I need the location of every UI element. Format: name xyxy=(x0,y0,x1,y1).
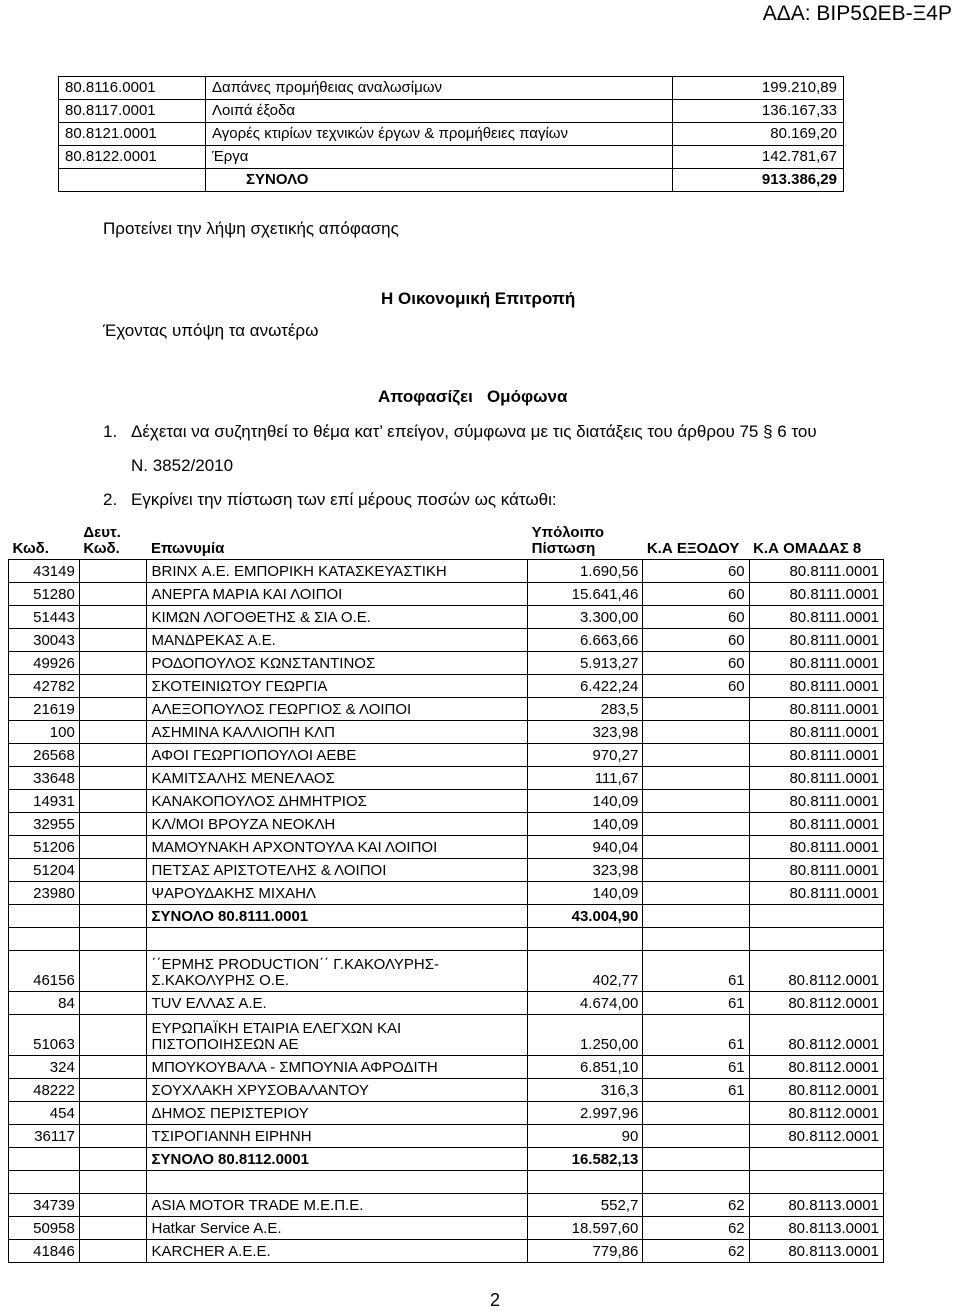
cell-dkod xyxy=(79,560,147,583)
spacer-cell xyxy=(528,1171,643,1194)
cell-kod xyxy=(9,905,80,928)
cell-name: ΄΄ΕΡΜΗΣ PRODUCTION΄΄ Γ.ΚΑΚΟΛΥΡΗΣ-Σ.ΚΑΚΟΛΥΡΗΣ Ο.Ε. xyxy=(147,951,528,992)
cell-dkod xyxy=(79,1217,147,1240)
cell-name: ΔΗΜΟΣ ΠΕΡΙΣΤΕΡΙΟΥ xyxy=(147,1102,528,1125)
cell-exo xyxy=(643,836,749,859)
cell-dkod xyxy=(79,1125,147,1148)
propose-text: Προτείνει την λήψη σχετικής απόφασης xyxy=(103,219,399,238)
expense-row xyxy=(59,77,844,100)
cell-amount: 316,3 xyxy=(528,1079,643,1102)
cell-exo: 60 xyxy=(643,652,749,675)
cell-amount: 323,98 xyxy=(528,721,643,744)
cell-name: ΣΚΟΤΕΙΝΙΩΤΟΥ ΓΕΩΡΓΙΑ xyxy=(147,675,528,698)
cell-exo: 60 xyxy=(643,629,749,652)
cell-dkod xyxy=(79,1102,147,1125)
cell-name: ΨΑΡΟΥΔΑΚΗΣ ΜΙΧΑΗΛ xyxy=(147,882,528,905)
cell-exo: 61 xyxy=(643,1015,749,1056)
cell-amount: 15.641,46 xyxy=(528,583,643,606)
table-header-row xyxy=(9,523,884,560)
cell-dkod xyxy=(79,882,147,905)
cell-kod: 43149 xyxy=(9,560,80,583)
cell-exo xyxy=(643,813,749,836)
table-row xyxy=(9,1240,884,1263)
expense-amount: 199.210,89 xyxy=(673,77,844,100)
spacer-cell xyxy=(9,928,80,951)
cell-amount: 1.690,56 xyxy=(528,560,643,583)
expense-row xyxy=(59,146,844,169)
expense-desc: Δαπάνες προμήθειας αναλωσίμων xyxy=(206,77,673,100)
cell-amount: 552,7 xyxy=(528,1194,643,1217)
cell-kod: 48222 xyxy=(9,1079,80,1102)
cell-kod: 34739 xyxy=(9,1194,80,1217)
cell-omad: 80.8112.0001 xyxy=(749,1015,883,1056)
item2-number: 2. xyxy=(103,490,118,509)
cell-name: ΠΕΤΣΑΣ ΑΡΙΣΤΟΤΕΛΗΣ & ΛΟΙΠΟΙ xyxy=(147,859,528,882)
total-row xyxy=(9,905,884,928)
spacer-cell xyxy=(643,928,749,951)
header-amount xyxy=(528,523,643,560)
cell-name: Hatkar Service A.E. xyxy=(147,1217,528,1240)
table-row xyxy=(9,1217,884,1240)
item1-number: 1. xyxy=(103,422,118,441)
cell-exo: 60 xyxy=(643,583,749,606)
cell-name: ΑΣΗΜΙΝΑ ΚΑΛΛΙΟΠΗ ΚΛΠ xyxy=(147,721,528,744)
cell-omad: 80.8111.0001 xyxy=(749,836,883,859)
cell-omad: 80.8113.0001 xyxy=(749,1217,883,1240)
spacer-cell xyxy=(9,1171,80,1194)
cell-name: ΣΥΝΟΛΟ 80.8111.0001 xyxy=(147,905,528,928)
expense-desc: Λοιπά έξοδα xyxy=(206,100,673,123)
cell-omad: 80.8112.0001 xyxy=(749,1056,883,1079)
cell-dkod xyxy=(79,1079,147,1102)
spacer-row xyxy=(9,928,884,951)
cell-omad: 80.8111.0001 xyxy=(749,882,883,905)
cell-amount: 5.913,27 xyxy=(528,652,643,675)
cell-name: ΚΑΜΙΤΣΑΛΗΣ ΜΕΝΕΛΑΟΣ xyxy=(147,767,528,790)
cell-kod: 51206 xyxy=(9,836,80,859)
cell-kod: 100 xyxy=(9,721,80,744)
cell-kod: 36117 xyxy=(9,1125,80,1148)
cell-dkod xyxy=(79,951,147,992)
cell-name: ΑΛΕΞΟΠΟΥΛΟΣ ΓΕΩΡΓΙΟΣ & ΛΟΙΠΟΙ xyxy=(147,698,528,721)
cell-amount: 4.674,00 xyxy=(528,992,643,1015)
cell-amount: 43.004,90 xyxy=(528,905,643,928)
cell-omad: 80.8111.0001 xyxy=(749,675,883,698)
cell-dkod xyxy=(79,790,147,813)
cell-kod: 324 xyxy=(9,1056,80,1079)
header-dkod xyxy=(79,523,147,560)
cell-exo: 62 xyxy=(643,1217,749,1240)
cell-name: ΣΟΥΧΛΑΚΗ ΧΡΥΣΟΒΑΛΑΝΤΟΥ xyxy=(147,1079,528,1102)
cell-name: BRINX Α.Ε. ΕΜΠΟΡΙΚΗ ΚΑΤΑΣΚΕΥΑΣΤΙΚΗ xyxy=(147,560,528,583)
expenses-table xyxy=(58,76,844,192)
cell-exo xyxy=(643,882,749,905)
cell-name: ASIA MOTOR TRADE Μ.Ε.Π.Ε. xyxy=(147,1194,528,1217)
table-row xyxy=(9,583,884,606)
cell-dkod xyxy=(79,836,147,859)
cell-dkod xyxy=(79,1056,147,1079)
cell-exo: 60 xyxy=(643,606,749,629)
expense-code: 80.8117.0001 xyxy=(59,100,206,123)
cell-amount: 16.582,13 xyxy=(528,1148,643,1171)
cell-omad: 80.8111.0001 xyxy=(749,629,883,652)
cell-kod xyxy=(9,1148,80,1171)
table-row xyxy=(9,1056,884,1079)
cell-kod: 454 xyxy=(9,1102,80,1125)
cell-dkod xyxy=(79,1148,147,1171)
cell-amount: 1.250,00 xyxy=(528,1015,643,1056)
spacer-cell xyxy=(643,1171,749,1194)
table-row xyxy=(9,859,884,882)
credits-table xyxy=(8,523,884,1263)
cell-dkod xyxy=(79,813,147,836)
cell-dkod xyxy=(79,652,147,675)
cell-exo xyxy=(643,1102,749,1125)
cell-name: ΕΥΡΩΠΑΪΚΗ ΕΤΑΙΡΙΑ ΕΛΕΓΧΩΝ ΚΑΙ ΠΙΣΤΟΠΟΙΗΣΕΩΝ ΑΕ xyxy=(147,1015,528,1056)
cell-amount: 402,77 xyxy=(528,951,643,992)
spacer-cell xyxy=(79,1171,147,1194)
table-row xyxy=(9,951,884,992)
cell-omad: 80.8111.0001 xyxy=(749,767,883,790)
cell-exo xyxy=(643,790,749,813)
cell-dkod xyxy=(79,744,147,767)
cell-name: ΤΣΙΡΟΓΙΑΝΝΗ ΕΙΡΗΝΗ xyxy=(147,1125,528,1148)
expense-total-label: ΣΥΝΟΛΟ xyxy=(206,169,673,192)
cell-dkod xyxy=(79,1240,147,1263)
cell-omad: 80.8112.0001 xyxy=(749,1102,883,1125)
cell-exo: 61 xyxy=(643,992,749,1015)
expense-code: 80.8116.0001 xyxy=(59,77,206,100)
cell-amount: 940,04 xyxy=(528,836,643,859)
cell-name: ΡΟΔΟΠΟΥΛΟΣ ΚΩΝΣΤΑΝΤΙΝΟΣ xyxy=(147,652,528,675)
cell-dkod xyxy=(79,905,147,928)
cell-amount: 323,98 xyxy=(528,859,643,882)
cell-kod: 51063 xyxy=(9,1015,80,1056)
cell-kod: 14931 xyxy=(9,790,80,813)
cell-omad: 80.8111.0001 xyxy=(749,859,883,882)
cell-omad: 80.8112.0001 xyxy=(749,992,883,1015)
item1-text: Δέχεται να συζητηθεί το θέμα κατ’ επείγον, σύμφωνα με τις διατάξεις του άρθρου 75 § 6 του xyxy=(131,422,817,441)
expense-amount: 142.781,67 xyxy=(673,146,844,169)
expense-row xyxy=(59,123,844,146)
table-row xyxy=(9,1194,884,1217)
item1-law: Ν. 3852/2010 xyxy=(131,456,234,475)
expense-total-row xyxy=(59,169,844,192)
table-row xyxy=(9,675,884,698)
table-row xyxy=(9,992,884,1015)
header-amount-line1: Υπόλοιπο xyxy=(531,524,604,541)
cell-amount: 6.422,24 xyxy=(528,675,643,698)
cell-kod: 23980 xyxy=(9,882,80,905)
expense-total-empty xyxy=(59,169,206,192)
table-row xyxy=(9,698,884,721)
table-row xyxy=(9,1015,884,1056)
table-row xyxy=(9,1102,884,1125)
cell-name: ΑΦΟΙ ΓΕΩΡΓΙΟΠΟΥΛΟΙ ΑΕΒΕ xyxy=(147,744,528,767)
spacer-row xyxy=(9,1171,884,1194)
cell-name: ΚΛ/ΜΟΙ ΒΡΟΥΖΑ ΝΕΟΚΛΗ xyxy=(147,813,528,836)
table-row xyxy=(9,767,884,790)
expense-desc: Έργα xyxy=(206,146,673,169)
cell-omad: 80.8112.0001 xyxy=(749,951,883,992)
spacer-cell xyxy=(528,928,643,951)
table-row xyxy=(9,1079,884,1102)
cell-name: TUV ΕΛΛΑΣ Α.Ε. xyxy=(147,992,528,1015)
page-number: 2 xyxy=(490,1290,501,1310)
expense-code: 80.8121.0001 xyxy=(59,123,206,146)
spacer-cell xyxy=(147,1171,528,1194)
cell-dkod xyxy=(79,629,147,652)
table-row xyxy=(9,882,884,905)
total-row xyxy=(9,1148,884,1171)
expense-desc: Αγορές κτιρίων τεχνικών έργων & προμήθειες παγίων xyxy=(206,123,673,146)
cell-amount: 779,86 xyxy=(528,1240,643,1263)
cell-kod: 21619 xyxy=(9,698,80,721)
cell-omad: 80.8111.0001 xyxy=(749,698,883,721)
considering-text: Έχοντας υπόψη τα ανωτέρω xyxy=(103,321,319,340)
cell-name: ΑΝΕΡΓΑ ΜΑΡΙΑ ΚΑΙ ΛΟΙΠΟΙ xyxy=(147,583,528,606)
cell-exo xyxy=(643,767,749,790)
cell-kod: 41846 xyxy=(9,1240,80,1263)
cell-name: ΜΑΜΟΥΝΑΚΗ ΑΡΧΟΝΤΟΥΛΑ ΚΑΙ ΛΟΙΠΟΙ xyxy=(147,836,528,859)
cell-omad: 80.8111.0001 xyxy=(749,721,883,744)
spacer-cell xyxy=(749,928,883,951)
table-row xyxy=(9,560,884,583)
table-row xyxy=(9,813,884,836)
cell-name: ΚΑΝΑΚΟΠΟΥΛΟΣ ΔΗΜΗΤΡΙΟΣ xyxy=(147,790,528,813)
cell-exo: 62 xyxy=(643,1194,749,1217)
cell-dkod xyxy=(79,698,147,721)
cell-omad: 80.8111.0001 xyxy=(749,583,883,606)
cell-exo xyxy=(643,859,749,882)
cell-exo: 61 xyxy=(643,951,749,992)
committee-heading: Η Οικονομική Επιτροπή xyxy=(381,289,576,308)
cell-exo: 62 xyxy=(643,1240,749,1263)
cell-kod: 42782 xyxy=(9,675,80,698)
cell-amount: 2.997,96 xyxy=(528,1102,643,1125)
header-dkod-line2: Κωδ. xyxy=(83,540,120,557)
cell-kod: 84 xyxy=(9,992,80,1015)
header-kod: Κωδ. xyxy=(9,523,80,560)
cell-omad: 80.8111.0001 xyxy=(749,744,883,767)
cell-exo xyxy=(643,744,749,767)
cell-omad: 80.8111.0001 xyxy=(749,813,883,836)
cell-kod: 33648 xyxy=(9,767,80,790)
expense-amount: 136.167,33 xyxy=(673,100,844,123)
cell-amount: 6.851,10 xyxy=(528,1056,643,1079)
table-row xyxy=(9,629,884,652)
cell-exo xyxy=(643,1125,749,1148)
expense-total-amount: 913.386,29 xyxy=(673,169,844,192)
cell-kod: 49926 xyxy=(9,652,80,675)
cell-omad: 80.8112.0001 xyxy=(749,1079,883,1102)
cell-omad: 80.8112.0001 xyxy=(749,1125,883,1148)
cell-omad: 80.8111.0001 xyxy=(749,790,883,813)
expense-amount: 80.169,20 xyxy=(673,123,844,146)
decides-heading: Αποφασίζει Ομόφωνα xyxy=(378,387,568,406)
cell-amount: 970,27 xyxy=(528,744,643,767)
cell-kod: 46156 xyxy=(9,951,80,992)
cell-amount: 140,09 xyxy=(528,882,643,905)
table-row xyxy=(9,744,884,767)
cell-dkod xyxy=(79,675,147,698)
cell-amount: 283,5 xyxy=(528,698,643,721)
cell-dkod xyxy=(79,606,147,629)
table-row xyxy=(9,606,884,629)
cell-omad xyxy=(749,1148,883,1171)
cell-amount: 90 xyxy=(528,1125,643,1148)
expense-row xyxy=(59,100,844,123)
cell-kod: 50958 xyxy=(9,1217,80,1240)
cell-amount: 111,67 xyxy=(528,767,643,790)
cell-amount: 140,09 xyxy=(528,813,643,836)
spacer-cell xyxy=(749,1171,883,1194)
header-exo: Κ.Α ΕΞΟΔΟΥ xyxy=(643,523,749,560)
header-omad: Κ.Α ΟΜΑΔΑΣ 8 xyxy=(749,523,883,560)
table-row xyxy=(9,652,884,675)
cell-kod: 51443 xyxy=(9,606,80,629)
cell-exo: 61 xyxy=(643,1079,749,1102)
cell-amount: 140,09 xyxy=(528,790,643,813)
cell-dkod xyxy=(79,721,147,744)
cell-omad: 80.8111.0001 xyxy=(749,560,883,583)
cell-kod: 32955 xyxy=(9,813,80,836)
ada-code: ΑΔΑ: ΒΙΡ5ΩΕΒ-Ξ4Ρ xyxy=(762,2,952,25)
cell-dkod xyxy=(79,859,147,882)
cell-amount: 18.597,60 xyxy=(528,1217,643,1240)
cell-dkod xyxy=(79,767,147,790)
cell-kod: 26568 xyxy=(9,744,80,767)
cell-dkod xyxy=(79,1194,147,1217)
cell-kod: 51280 xyxy=(9,583,80,606)
cell-exo: 60 xyxy=(643,560,749,583)
cell-name: ΣΥΝΟΛΟ 80.8112.0001 xyxy=(147,1148,528,1171)
cell-omad: 80.8111.0001 xyxy=(749,606,883,629)
cell-kod: 51204 xyxy=(9,859,80,882)
expense-code: 80.8122.0001 xyxy=(59,146,206,169)
cell-name: ΜΠΟΥΚΟΥΒΑΛΑ - ΣΜΠΟΥΝΙΑ ΑΦΡΟΔΙΤΗ xyxy=(147,1056,528,1079)
cell-exo xyxy=(643,1148,749,1171)
cell-exo: 60 xyxy=(643,675,749,698)
header-dkod-line1: Δευτ. xyxy=(83,524,121,541)
cell-exo xyxy=(643,698,749,721)
cell-kod: 30043 xyxy=(9,629,80,652)
cell-dkod xyxy=(79,583,147,606)
cell-omad xyxy=(749,905,883,928)
cell-exo: 61 xyxy=(643,1056,749,1079)
cell-omad: 80.8111.0001 xyxy=(749,652,883,675)
cell-dkod xyxy=(79,1015,147,1056)
table-row xyxy=(9,836,884,859)
header-name: Επωνυμία xyxy=(147,523,528,560)
cell-omad: 80.8113.0001 xyxy=(749,1194,883,1217)
cell-name: KARCHER A.E.E. xyxy=(147,1240,528,1263)
cell-amount: 6.663,66 xyxy=(528,629,643,652)
cell-exo xyxy=(643,721,749,744)
table-row xyxy=(9,790,884,813)
cell-omad: 80.8113.0001 xyxy=(749,1240,883,1263)
spacer-cell xyxy=(147,928,528,951)
spacer-cell xyxy=(79,928,147,951)
cell-exo xyxy=(643,905,749,928)
cell-dkod xyxy=(79,992,147,1015)
item2-text: Εγκρίνει την πίστωση των επί μέρους ποσών ως κάτωθι: xyxy=(131,490,557,509)
cell-name: ΜΑΝΔΡΕΚΑΣ Α.Ε. xyxy=(147,629,528,652)
table-row xyxy=(9,1125,884,1148)
table-row xyxy=(9,721,884,744)
cell-name: ΚΙΜΩΝ ΛΟΓΟΘΕΤΗΣ & ΣΙΑ Ο.Ε. xyxy=(147,606,528,629)
header-amount-line2: Πίστωση xyxy=(531,540,596,557)
cell-amount: 3.300,00 xyxy=(528,606,643,629)
